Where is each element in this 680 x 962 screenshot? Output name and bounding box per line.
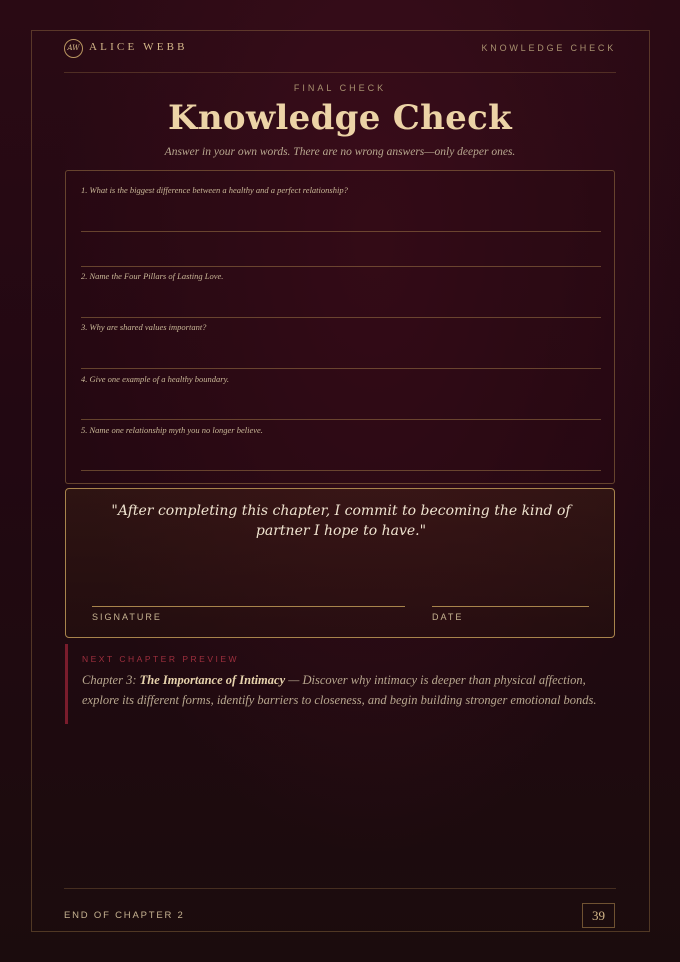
commitment-box bbox=[65, 488, 615, 638]
page-subtitle: Answer in your own words. There are no wrong answers—only deeper ones. bbox=[164, 146, 516, 158]
commitment-quote: "After completing this chapter, I commit to becoming the kind of partner I hope to have." bbox=[111, 503, 571, 539]
signature-line[interactable] bbox=[92, 606, 405, 607]
page-kicker: FINAL CHECK bbox=[293, 83, 387, 93]
date-line[interactable] bbox=[432, 606, 589, 607]
date-label: DATE bbox=[432, 612, 464, 622]
preview-label: NEXT CHAPTER PREVIEW bbox=[82, 654, 240, 664]
answer-line-1a[interactable] bbox=[81, 231, 601, 232]
signature-label: SIGNATURE bbox=[92, 612, 162, 622]
brand-logo: AW bbox=[64, 39, 83, 58]
preview-chapter-prefix: Chapter 3: bbox=[82, 673, 137, 687]
preview-description: — Discover why intimacy is deeper than physical affection, explore its different forms, identify barriers to closeness, and begin building stronger emotional bonds. bbox=[82, 673, 597, 707]
next-chapter-preview bbox=[65, 644, 615, 724]
answer-line-1b[interactable] bbox=[81, 266, 601, 267]
page-title: Knowledge Check bbox=[168, 98, 512, 138]
footer-divider bbox=[64, 888, 616, 889]
answer-line-5[interactable] bbox=[81, 470, 601, 471]
answer-line-3[interactable] bbox=[81, 368, 601, 369]
question-5: 5. Name one relationship myth you no longer believe. bbox=[81, 425, 263, 435]
footer-chapter-label: END OF CHAPTER 2 bbox=[64, 910, 185, 921]
question-4: 4. Give one example of a healthy boundary. bbox=[81, 374, 230, 384]
question-3: 3. Why are shared values important? bbox=[81, 322, 207, 332]
quiz-box bbox=[65, 170, 615, 484]
answer-line-2[interactable] bbox=[81, 317, 601, 318]
brand-name: ALICE WEBB bbox=[89, 41, 188, 53]
question-1: 1. What is the biggest difference between a healthy and a perfect relationship? bbox=[81, 185, 348, 195]
preview-chapter-title: The Importance of Intimacy bbox=[139, 673, 286, 687]
header-section-label: KNOWLEDGE CHECK bbox=[481, 43, 616, 53]
preview-text bbox=[82, 670, 612, 710]
page-header bbox=[64, 34, 616, 73]
answer-line-4[interactable] bbox=[81, 419, 601, 420]
page-number: 39 bbox=[582, 903, 615, 928]
question-2: 2. Name the Four Pillars of Lasting Love. bbox=[81, 271, 224, 281]
